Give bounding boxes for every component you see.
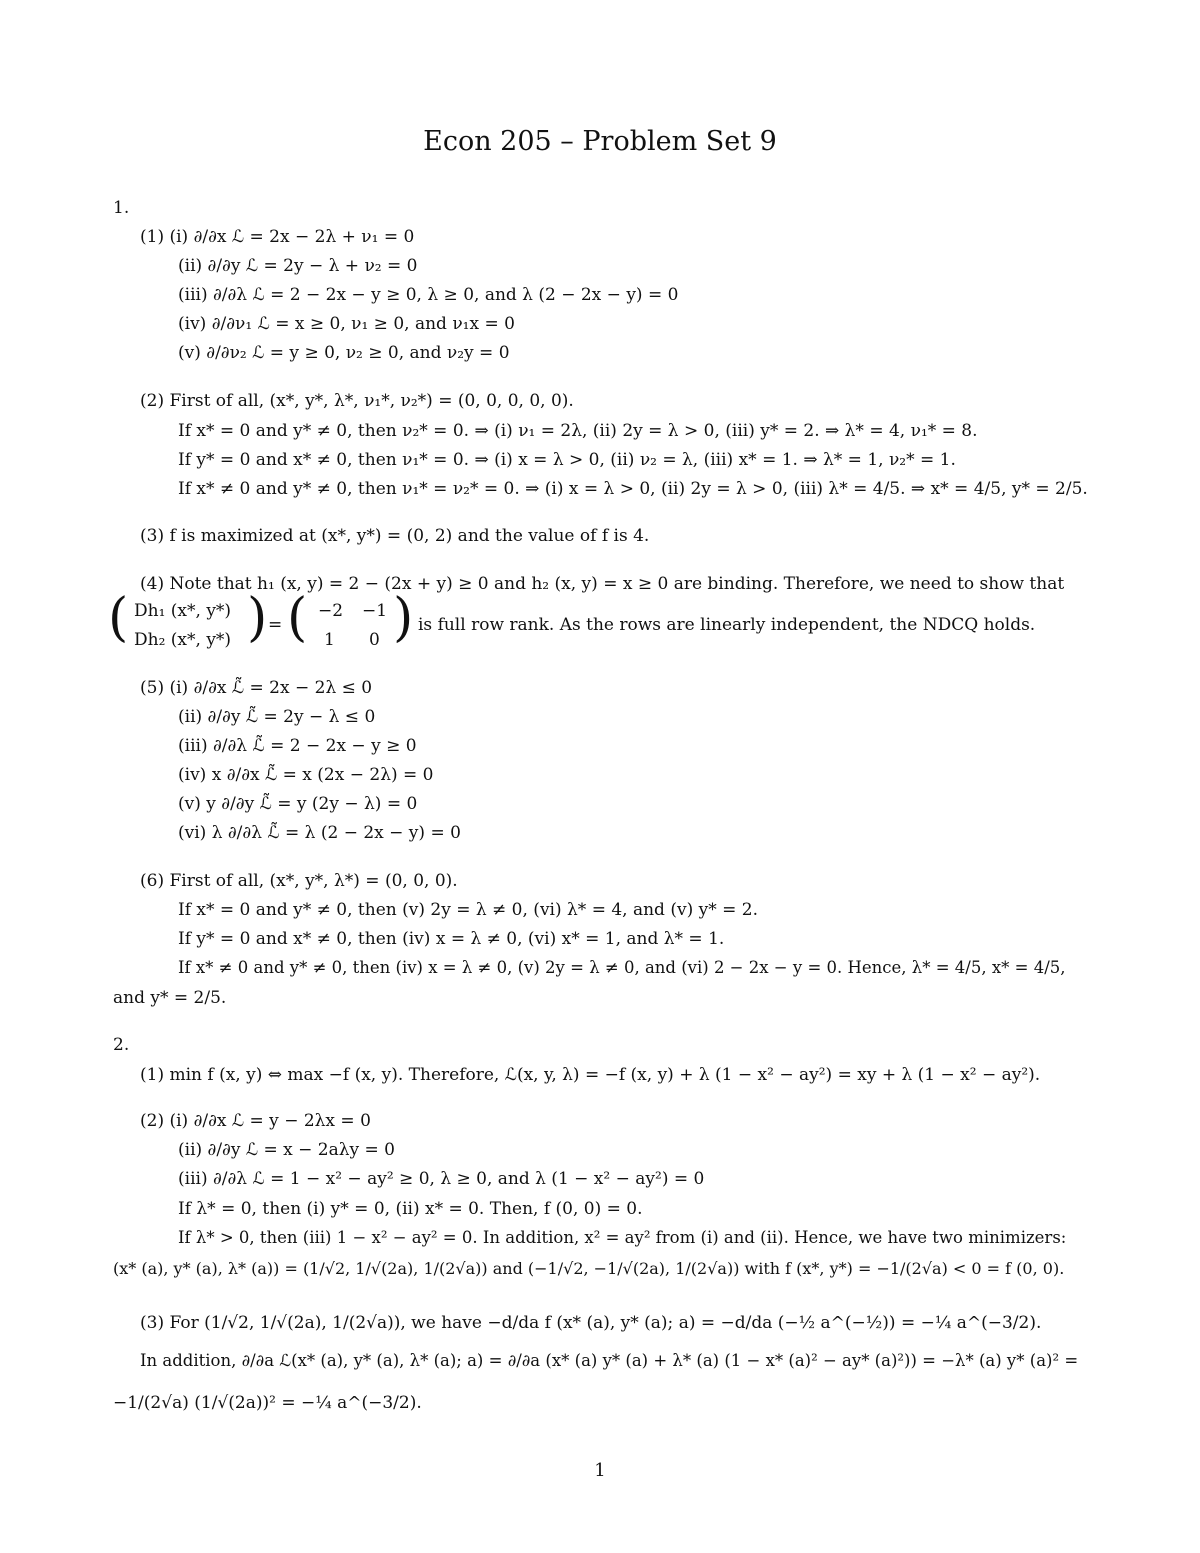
text-line-l12: (4) Note that h₁ (x, y) = 2 − (2x + y) ≥ 0 and h₂ (x, y) = x ≥ 0 are binding. Therefore, we need to show that (140, 574, 1065, 594)
text-line-l19: (vi) λ ∂/∂λ ℒ̃ = λ (2 − 2x − y) = 0 (178, 823, 461, 843)
text-line-l34: In addition, ∂/∂a ℒ(x* (a), y* (a), λ* (a); a) = ∂/∂a (x* (a) y* (a) + λ* (a) (1 − x* (a)² − ay* (a)²)) = −λ* (a) y* (a)² = (140, 1351, 1079, 1370)
text-line-l25: 2. (113, 1035, 130, 1055)
text-line-l27: (2) (i) ∂/∂x ℒ = y − 2λx = 0 (140, 1111, 371, 1131)
text-line-l17: (iv) x ∂/∂x ℒ̃ = x (2x − 2λ) = 0 (178, 765, 434, 785)
text-line-l33: (3) For (1/√2, 1/√(2a), 1/(2√a)), we have −d/da f (x* (a), y* (a); a) = −d/da (−½ a^(−½)) = −¼ a^(−3/2). (140, 1313, 1042, 1333)
text-line-l35: −1/(2√a) (1/√(2a))² = −¼ a^(−3/2). (113, 1393, 422, 1413)
left-paren-open: ( (108, 588, 129, 648)
matrix-row-1-lhs: Dh₁ (x*, y*) (134, 601, 232, 621)
matrix-r2c1: 1 (324, 630, 335, 650)
text-line-l10: If x* ≠ 0 and y* ≠ 0, then ν₁* = ν₂* = 0. ⇒ (i) x = λ > 0, (ii) 2y = λ > 0, (iii) λ* = 4/5. ⇒ x* = 4/5, y* = 2/5. (178, 479, 1088, 499)
text-line-l21: If x* = 0 and y* ≠ 0, then (v) 2y = λ ≠ 0, (vi) λ* = 4, and (v) y* = 2. (178, 900, 758, 920)
text-line-l09: If y* = 0 and x* ≠ 0, then ν₁* = 0. ⇒ (i) x = λ > 0, (ii) ν₂ = λ, (iii) x* = 1. ⇒ λ* = 1, ν₂* = 1. (178, 450, 956, 470)
text-line-l23: If x* ≠ 0 and y* ≠ 0, then (iv) x = λ ≠ 0, (v) 2y = λ ≠ 0, and (vi) 2 − 2x − y = 0. Hence, λ* = 4/5, x* = 4/5, (178, 958, 1066, 977)
matrix-r2c2: 0 (369, 630, 380, 650)
text-line-l20: (6) First of all, (x*, y*, λ*) = (0, 0, 0). (140, 871, 458, 891)
right-paren-open: ( (287, 588, 308, 648)
matrix-equals: = (268, 615, 283, 635)
matrix-r1c1: −2 (318, 601, 344, 621)
text-line-l16: (iii) ∂/∂λ ℒ̃ = 2 − 2x − y ≥ 0 (178, 736, 417, 756)
text-line-l24: and y* = 2/5. (113, 988, 227, 1008)
page-title: Econ 205 – Problem Set 9 (423, 126, 777, 157)
text-line-l03: (ii) ∂/∂y ℒ = 2y − λ + ν₂ = 0 (178, 256, 418, 276)
text-line-l13: is full row rank. As the rows are linearly independent, the NDCQ holds. (418, 615, 1036, 635)
page-number: 1 (594, 1460, 606, 1481)
text-line-l32: (x* (a), y* (a), λ* (a)) = (1/√2, 1/√(2a), 1/(2√a)) and (−1/√2, −1/√(2a), 1/(2√a)) with f (x*, y*) = −1/(2√a) < 0 = f (0, 0). (113, 1259, 1065, 1278)
text-line-l28: (ii) ∂/∂y ℒ = x − 2aλy = 0 (178, 1140, 395, 1160)
text-line-l15: (ii) ∂/∂y ℒ̃ = 2y − λ ≤ 0 (178, 707, 376, 727)
text-line-l06: (v) ∂/∂ν₂ ℒ = y ≥ 0, ν₂ ≥ 0, and ν₂y = 0 (178, 343, 510, 363)
text-line-l26: (1) min f (x, y) ⇔ max −f (x, y). Therefore, ℒ(x, y, λ) = −f (x, y) + λ (1 − x² − ay²) = xy + λ (1 − x² − ay²). (140, 1065, 1041, 1085)
text-line-l01: 1. (113, 198, 130, 218)
text-line-l29: (iii) ∂/∂λ ℒ = 1 − x² − ay² ≥ 0, λ ≥ 0, and λ (1 − x² − ay²) = 0 (178, 1169, 705, 1189)
text-line-l11: (3) f is maximized at (x*, y*) = (0, 2) and the value of f is 4. (140, 526, 650, 546)
text-line-l04: (iii) ∂/∂λ ℒ = 2 − 2x − y ≥ 0, λ ≥ 0, and λ (2 − 2x − y) = 0 (178, 285, 679, 305)
text-line-l08: If x* = 0 and y* ≠ 0, then ν₂* = 0. ⇒ (i) ν₁ = 2λ, (ii) 2y = λ > 0, (iii) y* = 2. ⇒ λ* = 4, ν₁* = 8. (178, 421, 978, 441)
text-line-l18: (v) y ∂/∂y ℒ̃ = y (2y − λ) = 0 (178, 794, 418, 814)
text-line-l30: If λ* = 0, then (i) y* = 0, (ii) x* = 0. Then, f (0, 0) = 0. (178, 1199, 643, 1219)
text-line-l05: (iv) ∂/∂ν₁ ℒ = x ≥ 0, ν₁ ≥ 0, and ν₁x = 0 (178, 314, 515, 334)
matrix-row-2-lhs: Dh₂ (x*, y*) (134, 630, 232, 650)
left-paren-close: ) (247, 588, 268, 648)
text-line-l07: (2) First of all, (x*, y*, λ*, ν₁*, ν₂*) = (0, 0, 0, 0, 0). (140, 391, 574, 411)
text-line-l14: (5) (i) ∂/∂x ℒ̃ = 2x − 2λ ≤ 0 (140, 678, 373, 698)
right-paren-close: ) (393, 588, 414, 648)
text-line-l02: (1) (i) ∂/∂x ℒ = 2x − 2λ + ν₁ = 0 (140, 227, 415, 247)
text-line-l22: If y* = 0 and x* ≠ 0, then (iv) x = λ ≠ 0, (vi) x* = 1, and λ* = 1. (178, 929, 725, 949)
text-line-l31: If λ* > 0, then (iii) 1 − x² − ay² = 0. In addition, x² = ay² from (i) and (ii). Hence, we have two minimizers: (178, 1228, 1067, 1247)
matrix-r1c2: −1 (362, 601, 388, 621)
